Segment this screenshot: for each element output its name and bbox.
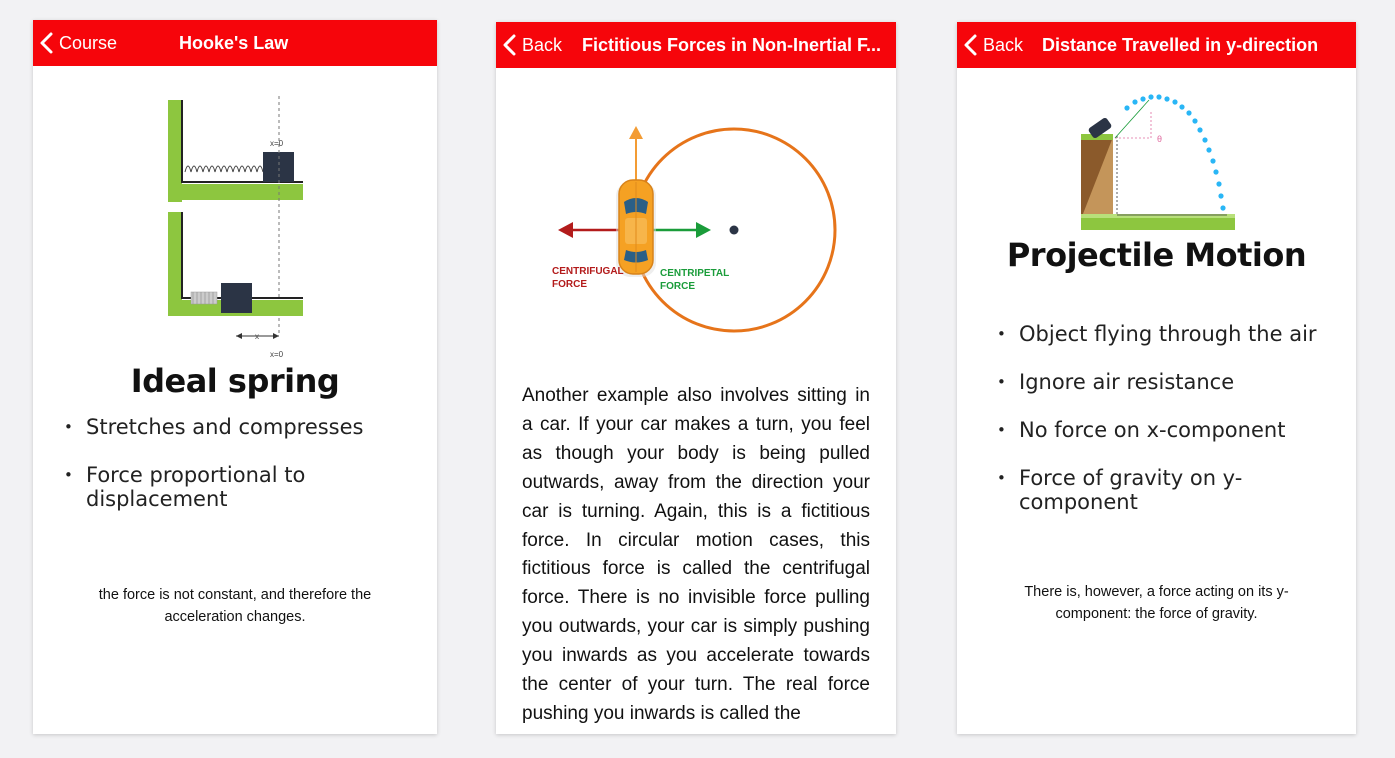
bullet-item: • Ignore air resistance	[1019, 370, 1356, 394]
chevron-left-icon	[502, 34, 516, 56]
back-button[interactable]	[963, 22, 1023, 68]
chevron-left-icon	[963, 34, 977, 56]
bullet-item: • Force of gravity on y-component	[1019, 466, 1356, 514]
back-label: Course	[59, 32, 118, 53]
caption-line: component: the force of gravity.	[1055, 606, 1258, 622]
centripetal-label: CENTRIPETAL	[660, 268, 730, 279]
x-label: x	[255, 332, 259, 341]
theta-label: θ	[1157, 134, 1163, 144]
back-label: Back	[522, 34, 563, 55]
centrifugal-diagram	[546, 122, 846, 337]
projectile-diagram	[1079, 92, 1239, 237]
caption-line: the force is not constant, and therefore the	[98, 587, 372, 603]
nav-bar	[957, 22, 1356, 68]
x0-label-top: x=0	[270, 139, 284, 148]
caption	[33, 584, 437, 628]
caption-line: There is, however, a force acting on its y-	[1024, 584, 1289, 600]
page-title: Fictitious Forces in Non-Inertial F...	[582, 35, 882, 55]
projectile-motion-screen	[957, 22, 1356, 734]
car-icon	[616, 180, 656, 277]
fictitious-forces-screen	[496, 22, 896, 734]
trajectory-dots	[1124, 94, 1225, 210]
back-button[interactable]	[39, 20, 117, 66]
spring-diagram	[163, 96, 313, 359]
bullet-list	[1019, 322, 1356, 514]
bullet-item: • No force on x-component	[1019, 418, 1356, 442]
centripetal-label: FORCE	[660, 281, 695, 292]
bullet-item: • Object flying through the air	[1019, 322, 1356, 346]
bullet-list	[86, 415, 437, 511]
section-heading: Ideal spring	[130, 362, 340, 400]
page-title: Distance Travelled in y-direction	[1042, 35, 1319, 55]
chevron-left-icon	[39, 32, 53, 54]
hookes-law-screen	[33, 20, 437, 734]
x0-label-bottom: x=0	[270, 350, 284, 359]
section-heading: Projectile Motion	[1006, 236, 1307, 274]
centrifugal-label: CENTRIFUGAL	[552, 266, 624, 277]
caption	[957, 581, 1356, 625]
back-label: Back	[983, 34, 1024, 55]
nav-bar	[496, 22, 896, 68]
bullet-item: • Stretches and compresses	[86, 415, 437, 439]
nav-bar	[33, 20, 437, 66]
centrifugal-label: FORCE	[552, 279, 587, 290]
bullet-item: • Force proportional to displacement	[86, 463, 437, 511]
page-title: Hooke's Law	[179, 33, 289, 53]
caption-line: acceleration changes.	[164, 609, 306, 625]
body-paragraph: Another example also involves sitting in a car. If your car makes a turn, you feel as though your body is being pulled outwards, away from the direction your car is turning. Again, this is a fictitious force. In circular motion cases, this fictitious force is called the centrifugal force. There is no invisible force pulling you outwards, your car is simply pushing you inwards as you accelerate towards the center of your turn. The real force pushing you inwards is called the	[522, 385, 870, 724]
back-button[interactable]	[502, 22, 562, 68]
